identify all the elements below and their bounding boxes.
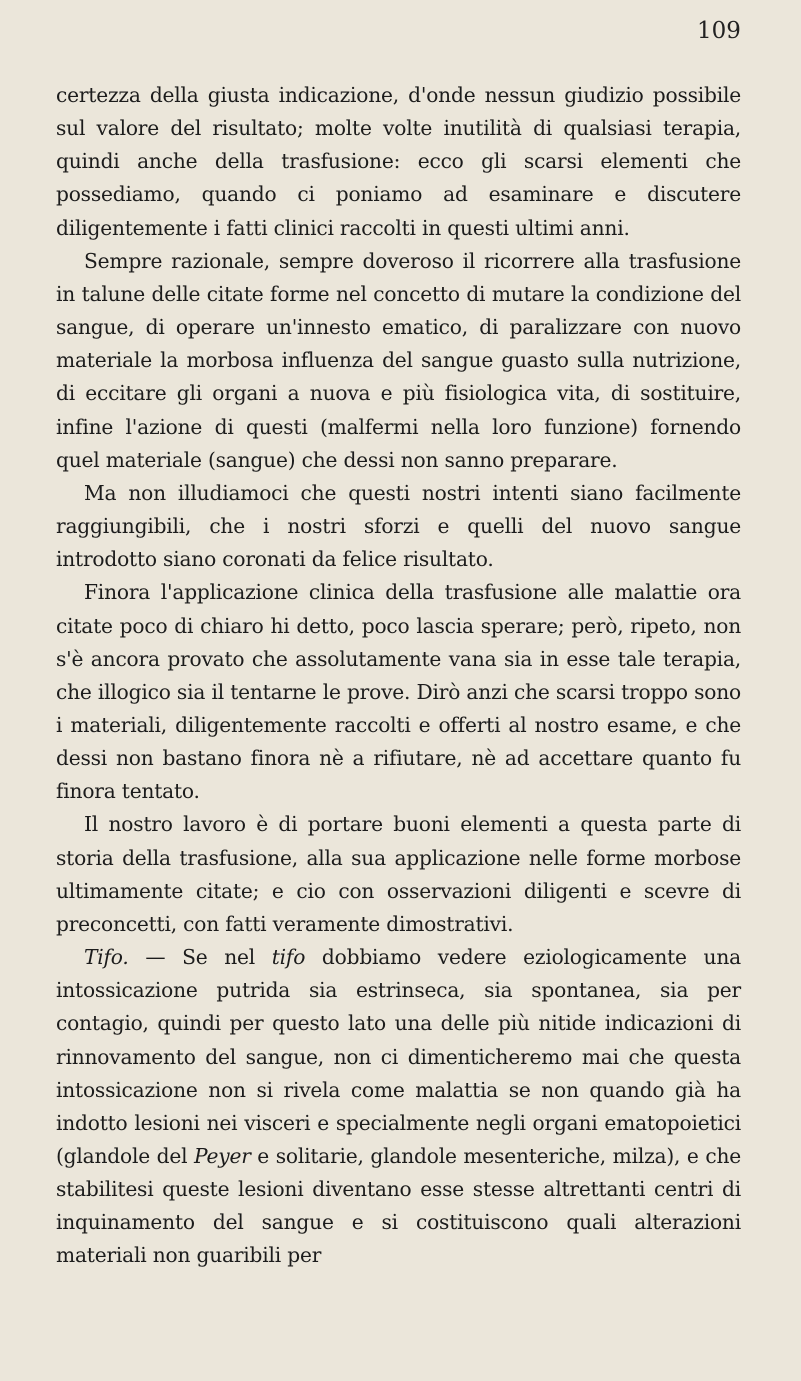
page-number: 109	[697, 18, 741, 44]
paragraph-5: Il nostro lavoro è di portare buoni elementi a questa parte di storia della trasfusione, alla sua applicazione nelle forme morbose ultimamente citate; e cio con osservazioni diligenti e scevre di preconcetti, con fatti veramente dimostrativi.	[56, 812, 741, 936]
section-heading-tifo: Tifo.	[84, 945, 129, 970]
body-text	[56, 79, 741, 1273]
peyer-name: Peyer	[194, 1144, 251, 1168]
paragraph-3: Ma non illudiamoci che questi nostri intenti siano facilmente raggiungibili, che i nostri sforzi e quelli del nuovo sangue introdotto siano coronati da felice risultato.	[56, 480, 741, 572]
paragraph-2: Sempre razionale, sempre doveroso il ricorrere alla trasfusione in talune delle citate forme nel concetto di mutare la condizione del sangue, di operare un'innesto ematico, di paralizzare con nuovo materiale la morbosa influenza del sangue guasto sulla nutrizione, di eccitare gli organi a nuova e più fisiologica vita, di sostituire, infine l'azione di questi (malfermi nella loro funzione) fornendo quel materiale (sangue) che dessi non sanno preparare.	[56, 248, 741, 472]
tifo-text-3: e solitarie, glandole mesenteriche, milza), e che stabilitesi queste lesioni diventano esse stesse altrettanti centri di inquinamento del sangue e si costituiscono quali alterazioni materiali non guaribili per	[56, 1144, 741, 1268]
tifo-text-1: — Se nel	[128, 945, 272, 970]
paragraph-tifo	[56, 941, 741, 1273]
paragraph-4: Finora l'applicazione clinica della trasfusione alle malattie ora citate poco di chiaro hi detto, poco lascia sperare; però, ripeto, non s'è ancora provato che assolutamente vana sia in esse tale terapia, che illogico sia il tentarne le prove. Dirò anzi che scarsi troppo sono i materiali, diligentemente raccolti e offerti al nostro esame, e che dessi non bastano finora nè a rifiutare, nè ad accettare quanto fu finora tentato.	[56, 580, 741, 804]
tifo-word: tifo	[271, 945, 306, 970]
tifo-text-2: dobbiamo vedere eziologicamente una intossicazione putrida sia estrinseca, sia spontanea, sia per contagio, quindi per questo lato una delle più nitide indicazioni di rinnovamento del sangue, non ci dimenticheremo mai che questa intossicazione non si rivela come malattia se non quando già ha indotto lesioni nei visceri e specialmente negli organi ematopoietici (glandole del	[56, 945, 741, 1168]
paragraph-1: certezza della giusta indicazione, d'onde nessun giudizio possibile sul valore del risultato; molte volte inutilità di qualsiasi terapia, quindi anche della trasfusione: ecco gli scarsi elementi che possediamo, quando ci poniamo ad esaminare e discutere diligentemente i fatti clinici raccolti in questi ultimi anni.	[56, 83, 741, 240]
